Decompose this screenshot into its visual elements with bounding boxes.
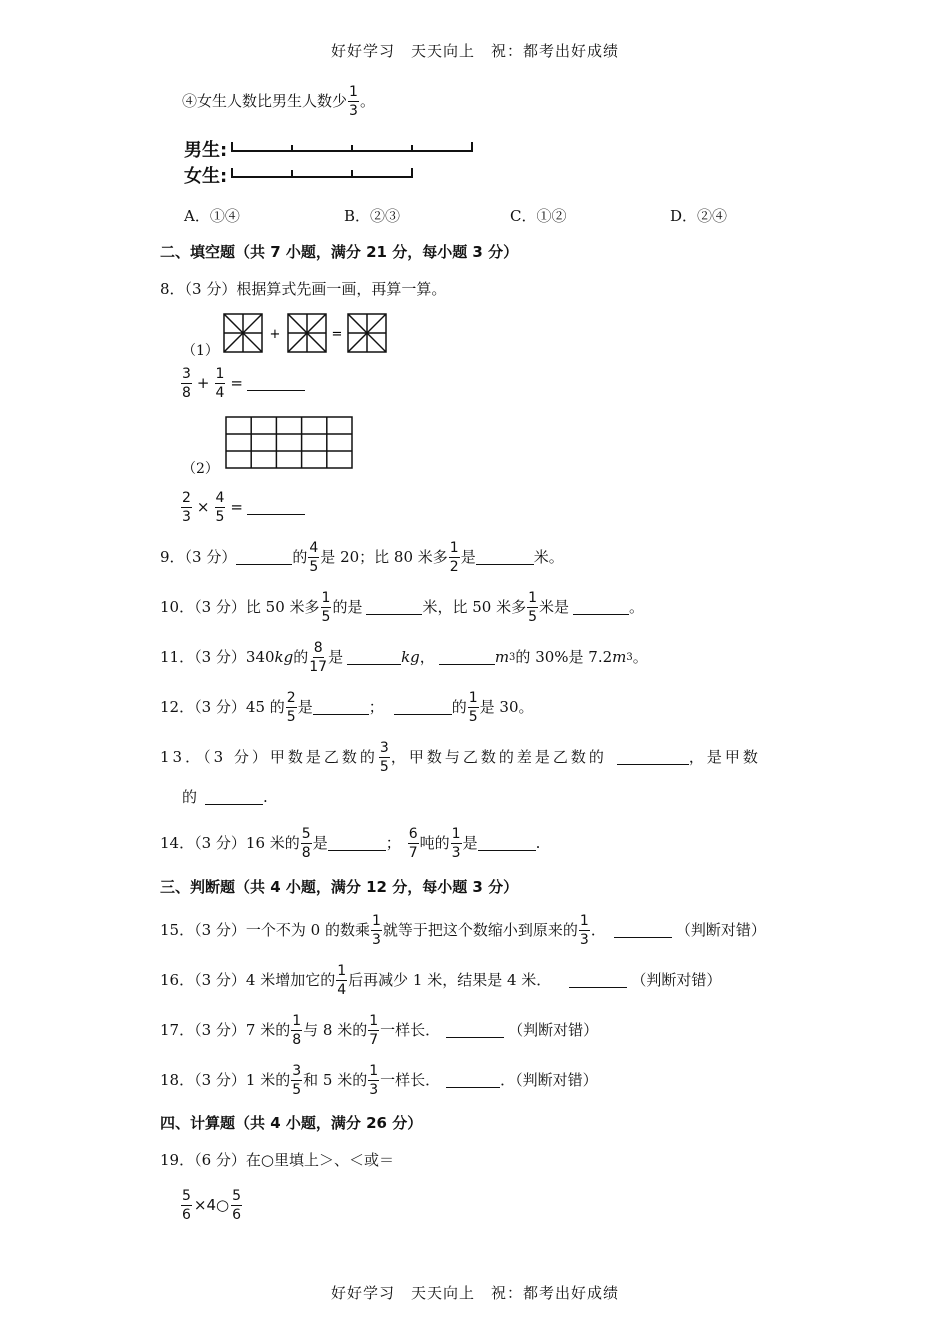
operator: = <box>230 498 243 516</box>
denominator: 7 <box>369 1032 379 1048</box>
unit-m: m <box>612 648 627 666</box>
compare-expression <box>180 1188 243 1223</box>
plus-sign: + <box>269 327 281 342</box>
denominator: 3 <box>451 845 461 861</box>
answer-blank[interactable] <box>247 500 305 515</box>
question-text: 与 8 米的 <box>303 1021 368 1039</box>
numerator: 1 <box>579 913 589 929</box>
fraction <box>408 826 419 861</box>
sub-label: （2） <box>182 461 219 477</box>
question-12 <box>160 690 534 725</box>
answer-blank[interactable] <box>614 923 672 938</box>
fraction <box>291 1063 302 1098</box>
question-text: 一样长． <box>380 1071 441 1089</box>
answer-blank[interactable] <box>446 1073 500 1088</box>
numerator: 1 <box>528 590 538 606</box>
fraction <box>181 366 192 401</box>
equation-2 <box>180 490 305 525</box>
fraction-squares <box>222 312 392 354</box>
fraction <box>321 590 332 625</box>
option-value: ②③ <box>370 207 401 225</box>
statement-4-suffix: 。 <box>359 92 375 110</box>
denominator: 8 <box>292 1032 302 1048</box>
numerator: 1 <box>321 590 331 606</box>
fraction <box>368 1013 379 1048</box>
question-17 <box>160 1013 598 1048</box>
question-text: 是 20；比 80 米多 <box>320 548 448 566</box>
answer-blank[interactable] <box>617 750 689 765</box>
numerator: 1 <box>468 690 478 706</box>
fraction <box>336 963 347 998</box>
denominator: 4 <box>337 982 347 998</box>
question-text: ．（判断对错） <box>500 1071 598 1089</box>
page-footer: 好好学习 天天向上 祝：都考出好成绩 <box>330 1284 619 1302</box>
answer-blank[interactable] <box>347 650 401 665</box>
numerator: 4 <box>309 540 319 556</box>
unit-m: m <box>494 648 510 666</box>
denominator: 3 <box>369 1082 379 1098</box>
question-text: 的 <box>451 698 467 716</box>
fraction <box>309 640 327 675</box>
question-text: （判断对错） <box>631 971 722 989</box>
answer-blank[interactable] <box>476 550 534 565</box>
question-text: ，是甲数 <box>688 748 761 766</box>
denominator: 3 <box>579 932 589 948</box>
question-text: （判断对错） <box>675 921 766 939</box>
answer-blank[interactable] <box>394 700 452 715</box>
question-text: 米，比 50 米多 <box>422 598 527 616</box>
answer-blank[interactable] <box>478 836 536 851</box>
denominator: 8 <box>182 385 191 401</box>
unit-kg: kg <box>274 648 294 666</box>
fraction <box>379 740 390 775</box>
question-text: 的 <box>292 548 308 566</box>
answer-blank[interactable] <box>236 550 292 565</box>
numerator: 1 <box>371 913 381 929</box>
answer-blank[interactable] <box>328 836 386 851</box>
denominator: 8 <box>301 845 311 861</box>
question-text: 的 <box>182 788 198 806</box>
operator: + <box>196 374 210 392</box>
question-text: 的 30%是 7.2 <box>515 648 613 666</box>
answer-blank[interactable] <box>573 600 629 615</box>
section-heading: 四、计算题（共 4 小题，满分 26 分） <box>160 1114 423 1132</box>
option-letter: A． <box>184 207 210 225</box>
equals-sign: = <box>331 327 343 342</box>
denominator: 5 <box>528 609 538 625</box>
question-text: 12．（3 分）45 的 <box>160 698 285 716</box>
fraction <box>348 84 359 119</box>
equation-1 <box>180 366 305 401</box>
question-text: 是 <box>297 698 313 716</box>
numerator: 2 <box>286 690 296 706</box>
denominator: 3 <box>371 932 381 948</box>
segment-diagram <box>228 138 478 182</box>
statement-4 <box>182 84 375 119</box>
option-letter: C． <box>510 207 537 225</box>
fraction <box>371 913 382 948</box>
question-text: 是 <box>462 834 478 852</box>
question-11 <box>160 640 648 675</box>
numerator: 5 <box>301 826 311 842</box>
question-text: 吨的 <box>419 834 450 852</box>
answer-blank[interactable] <box>313 700 369 715</box>
denominator: 5 <box>292 1082 302 1098</box>
question-text: 。 <box>632 648 648 666</box>
denominator: 5 <box>379 759 389 775</box>
fraction <box>451 826 462 861</box>
fraction <box>368 1063 379 1098</box>
page-header: 好好学习 天天向上 祝：都考出好成绩 <box>330 42 619 60</box>
fraction <box>527 590 538 625</box>
numerator: 8 <box>313 640 323 656</box>
question-text: ； <box>368 698 384 716</box>
denominator: 5 <box>309 559 319 575</box>
question-text: 10．（3 分）比 50 米多 <box>160 598 320 616</box>
answer-blank[interactable] <box>439 650 495 665</box>
question-text: 是 <box>460 548 476 566</box>
numerator: 1 <box>449 540 459 556</box>
numerator: 5 <box>232 1188 242 1204</box>
question-text: ， <box>419 648 435 666</box>
numerator: 1 <box>292 1013 302 1029</box>
question-text: 米。 <box>533 548 564 566</box>
girl-label: 女生: <box>184 166 228 187</box>
fraction <box>181 490 192 525</box>
fraction <box>215 490 226 525</box>
question-text: 是 <box>312 834 328 852</box>
superscript: 3 <box>509 651 516 663</box>
question-text: ． <box>590 921 606 939</box>
question-text: 是 30。 <box>479 698 534 716</box>
fraction <box>181 1188 192 1223</box>
option-letter: D． <box>670 207 698 225</box>
fraction <box>286 690 297 725</box>
answer-blank[interactable] <box>205 790 263 805</box>
denominator: 3 <box>349 103 358 119</box>
numerator: 3 <box>292 1063 302 1079</box>
option-a[interactable] <box>184 205 240 226</box>
numerator: 3 <box>182 366 191 382</box>
question-text: 18．（3 分）1 米的 <box>160 1071 291 1089</box>
option-c[interactable] <box>510 205 567 226</box>
option-value: ①② <box>536 207 567 225</box>
question-18 <box>160 1063 598 1098</box>
fraction <box>449 540 460 575</box>
question-text: 就等于把这个数缩小到原来的 <box>382 921 578 939</box>
fraction <box>215 366 226 401</box>
option-value: ①④ <box>209 207 240 225</box>
question-text: 14．（3 分）16 米的 <box>160 834 300 852</box>
question-text: 13．（3 分）甲数是乙数的 <box>160 748 378 766</box>
answer-blank[interactable] <box>247 376 305 391</box>
question-text: （判断对错） <box>508 1021 599 1039</box>
sub-label: （1） <box>182 343 219 359</box>
question-16 <box>160 963 721 998</box>
operator: = <box>230 374 243 392</box>
numerator: 5 <box>182 1188 191 1204</box>
numerator: 1 <box>337 963 347 979</box>
unit-kg: kg <box>401 648 420 666</box>
question-text: . <box>535 834 541 852</box>
denominator: 5 <box>321 609 331 625</box>
option-d[interactable] <box>670 205 727 226</box>
denominator: 6 <box>182 1207 191 1223</box>
question-text: 。 <box>629 598 645 616</box>
fraction <box>231 1188 242 1223</box>
question-text: ； <box>385 834 401 852</box>
denominator: 5 <box>286 709 296 725</box>
denominator: 17 <box>309 659 328 675</box>
denominator: 5 <box>468 709 478 725</box>
fraction <box>291 1013 302 1048</box>
question-text: 的 <box>293 648 309 666</box>
numerator: 1 <box>369 1063 379 1079</box>
denominator: 3 <box>182 509 191 525</box>
numerator: 3 <box>379 740 389 756</box>
numerator: 2 <box>182 490 191 506</box>
numerator: 6 <box>408 826 418 842</box>
question-text: 是 <box>328 648 344 666</box>
denominator: 6 <box>232 1207 242 1223</box>
denominator: 7 <box>408 845 418 861</box>
question-text: 16．（3 分）4 米增加它的 <box>160 971 336 989</box>
question-9 <box>160 540 564 575</box>
superscript: 3 <box>626 651 633 663</box>
denominator: 2 <box>449 559 459 575</box>
question-15 <box>160 913 766 948</box>
numerator: 4 <box>215 490 225 506</box>
denominator: 5 <box>215 509 225 525</box>
option-b[interactable] <box>344 205 400 226</box>
question-text: 15．（3 分）一个不为 0 的数乘 <box>160 921 370 939</box>
answer-blank[interactable] <box>366 600 422 615</box>
question-text: 的是 <box>332 598 363 616</box>
question-text: 9．（3 分） <box>160 548 237 566</box>
section-heading: 三、判断题（共 4 小题，满分 12 分，每小题 3 分） <box>160 878 519 896</box>
numerator: 1 <box>349 84 358 100</box>
section-heading: 二、填空题（共 7 小题，满分 21 分，每小题 3 分） <box>160 243 519 261</box>
answer-blank[interactable] <box>446 1023 504 1038</box>
option-letter: B． <box>344 207 371 225</box>
numerator: 1 <box>369 1013 379 1029</box>
question-8-stem: 8．（3 分）根据算式先画一画，再算一算。 <box>160 280 447 298</box>
grid-rectangle <box>224 415 356 471</box>
question-text: 后再减少 1 米，结果是 4 米． <box>348 971 552 989</box>
statement-4-text: ④女生人数比男生人数少 <box>182 92 348 110</box>
numerator: 1 <box>215 366 225 382</box>
denominator: 4 <box>215 385 225 401</box>
question-text: . <box>263 788 268 806</box>
fraction <box>579 913 590 948</box>
fraction <box>308 540 319 575</box>
boy-label: 男生: <box>184 140 228 161</box>
question-13-cont <box>182 790 268 805</box>
question-text: ，甲数与乙数的差是乙数的 <box>390 748 607 766</box>
question-13 <box>160 740 761 775</box>
question-19-stem: 19．（6 分）在○里填上＞、＜或＝ <box>160 1151 394 1169</box>
operator: × <box>196 498 210 516</box>
question-text: 11．（3 分）340 <box>160 648 275 666</box>
question-14 <box>160 826 540 861</box>
question-text: 米是 <box>539 598 570 616</box>
question-text: 和 5 米的 <box>303 1071 368 1089</box>
numerator: 1 <box>451 826 461 842</box>
compare-circle[interactable]: ×4○ <box>193 1196 230 1214</box>
fraction <box>301 826 312 861</box>
question-text: 一样长． <box>380 1021 441 1039</box>
question-10 <box>160 590 644 625</box>
answer-blank[interactable] <box>569 973 627 988</box>
option-value: ②④ <box>697 207 728 225</box>
question-text: 17．（3 分）7 米的 <box>160 1021 291 1039</box>
fraction <box>468 690 479 725</box>
